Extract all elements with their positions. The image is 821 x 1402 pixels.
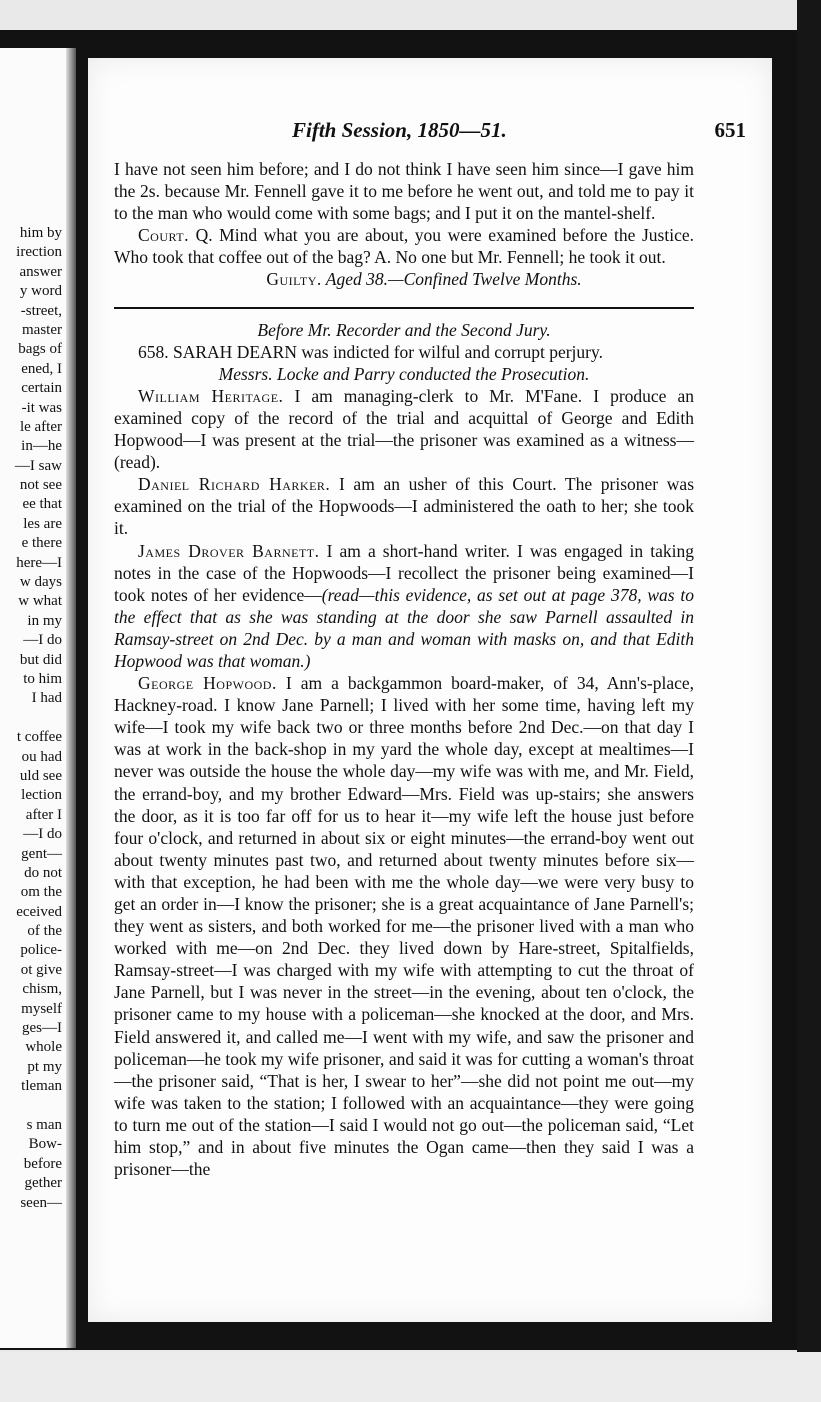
facing-page-line: ened, I bbox=[21, 360, 62, 377]
facing-page-line: certain bbox=[21, 380, 62, 397]
scan-margin bbox=[0, 1352, 821, 1402]
facing-page-line: but did bbox=[19, 651, 62, 668]
facing-page-line: lection bbox=[21, 787, 62, 804]
facing-page-line: Bow- bbox=[28, 1136, 62, 1153]
facing-page-line: les are bbox=[23, 515, 62, 532]
facing-page-line: le after bbox=[19, 418, 62, 435]
facing-page-line: of the bbox=[27, 923, 62, 940]
facing-page-line: -it was bbox=[21, 399, 62, 416]
witness-name: Daniel Richard Harker. bbox=[138, 474, 331, 495]
facing-page-line: s man bbox=[26, 1116, 62, 1133]
speaker-label: Court. bbox=[138, 225, 189, 246]
facing-page-edge bbox=[0, 48, 76, 1348]
facing-page-line: in my bbox=[27, 612, 62, 629]
session-heading: Before Mr. Recorder and the Second Jury. bbox=[257, 319, 551, 340]
facing-page-line: —I saw bbox=[14, 457, 62, 474]
facing-page-line: chism, bbox=[22, 981, 62, 998]
book-page bbox=[88, 58, 772, 1322]
facing-page-line: answer bbox=[19, 263, 62, 280]
witness-text: I am a short-hand writer. I was engaged in taking notes in the case of the Hopwoods—I recollect the prisoner being examined—I took notes of her evidence— bbox=[114, 540, 694, 605]
charge-text: was indicted for wilful and corrupt perjury. bbox=[296, 341, 603, 362]
facing-page-line: seen— bbox=[20, 1194, 62, 1211]
facing-page-line: master bbox=[22, 321, 62, 338]
facing-page-line: irection bbox=[16, 244, 62, 261]
facing-page-line: —I do bbox=[23, 632, 62, 649]
witness-testimony bbox=[114, 385, 694, 473]
verdict-label: Guilty. bbox=[266, 269, 322, 290]
facing-page-line: pt my bbox=[27, 1058, 62, 1075]
facing-page-line: tleman bbox=[21, 1078, 62, 1095]
facing-page-line: gether bbox=[24, 1175, 62, 1192]
facing-page-line: w what bbox=[18, 593, 62, 610]
facing-page-line: ot give bbox=[20, 961, 62, 978]
facing-page-line: -street, bbox=[20, 302, 62, 319]
case-heading bbox=[114, 341, 694, 363]
facing-page-line: in—he bbox=[21, 438, 62, 455]
verdict bbox=[114, 268, 694, 290]
witness-text: I am an usher of this Court. The prisoner was examined on the trial of the Hopwoods—I administered the oath to her; she took it. bbox=[114, 474, 695, 539]
witness-text: I am managing-clerk to Mr. M'Fane. I produce an examined copy of the record of the trial and acquittal of George and Edith Hopwood—I was present at the trial—the prisoner was examined as a witness—(read). bbox=[114, 385, 694, 473]
facing-page-line: before bbox=[23, 1155, 62, 1172]
witness-testimony bbox=[114, 473, 694, 539]
facing-page-line: here—I bbox=[16, 554, 62, 571]
witness-testimony bbox=[114, 540, 694, 673]
facing-page-line: not see bbox=[19, 477, 62, 494]
facing-page-line: police- bbox=[20, 942, 62, 959]
testimony-paragraph: I have not seen him before; and I do not think I have seen him since—I gave him the 2s. because Mr. Fennell gave it to me before he went out, and told me to pay it to the man who would come with some bags; and I put it on the mantel-shelf. bbox=[114, 159, 694, 224]
page-body bbox=[114, 158, 694, 1180]
facing-page-text bbox=[0, 224, 62, 1213]
facing-page-line: ee that bbox=[22, 496, 62, 513]
facing-page-line: after I bbox=[25, 806, 62, 823]
facing-page-line: uld see bbox=[19, 767, 62, 784]
facing-page-line: eceived bbox=[16, 903, 62, 920]
facing-page-line bbox=[0, 709, 62, 728]
facing-page-line: I had bbox=[31, 690, 62, 707]
page-number: 651 bbox=[714, 118, 746, 142]
page-edge-shadow bbox=[797, 0, 821, 1360]
facing-page-line: w days bbox=[19, 574, 62, 591]
facing-page-line: to him bbox=[23, 670, 62, 687]
facing-page-line: y word bbox=[19, 283, 62, 300]
witness-testimony bbox=[114, 672, 694, 1180]
prosecution-text: Messrs. Locke and Parry conducted the Prosecution. bbox=[218, 363, 590, 384]
facing-page-line: ges—I bbox=[22, 1020, 62, 1037]
case-number: 658. bbox=[138, 341, 173, 362]
prosecution-line bbox=[114, 363, 694, 385]
facing-page-line: —I do bbox=[23, 826, 62, 843]
facing-page-line: do not bbox=[24, 864, 62, 881]
court-question bbox=[114, 224, 694, 268]
facing-page-line: gent— bbox=[21, 845, 62, 862]
facing-page-line: ou had bbox=[21, 748, 62, 765]
section-divider bbox=[114, 307, 694, 309]
evidence-note: (read—this evidence, as set out at page 378, was to the effect that as she was standing at the door she saw Parnell assaulted in Ramsay-street on 2nd Dec. by a man and woman with masks on, and that Edith Hopwood was that woman.) bbox=[114, 584, 694, 671]
witness-text: I am a backgammon board-maker, of 34, Ann's-place, Hackney-road. I know Jane Parnell; I lived with her some time, having left my wife—I took my wife back two or three months before 2nd Dec.—on that day I was at work in the back-shop in my yard the whole day, except at mealtimes—I never was outside the house the whole day—my wife was with me, and Mr. Field, the errand-boy, and my brother Edward—Mrs. Field was up-stairs; she answers the door, as it is too far off for us to hear it—my wife left the house just before four o'clock, and returned in about six or eight minutes—the errand-boy went out about twenty minutes past two, and returned about twenty minutes before six—with that exception, he had been with me the whole day—we were very busy to get an order in—I know the prisoner; she is a great acquaintance of Jane Parnell's; they went as sisters, and both worked for me—the prisoner lived with a man who worked with me—on 2nd Dec. they lived down by Hare-street, Spitalfields, Ramsay-street—I was charged with my wife with attempting to cut the throat of Jane Parnell, but I was never in the street—in the evening, about ten o'clock, the prisoner came to my house with a policeman—she knocked at the door, and Mrs. Field answered it, and called me—I went with my wife, and saw the prisoner and policeman—he took my wife prisoner, and said it was for cutting a woman's throat—the prisoner said, “That is her, I swear to her”—she did not point me out—my wife was taken to the station; I followed with an acquaintance—they were going to turn me out of the station—I said I would not go out—the policeman said, “Let him stop,” and in about five minutes the Ogan came—then they said I was a prisoner—the bbox=[114, 673, 695, 1180]
running-title: Fifth Session, 1850—51. bbox=[292, 118, 507, 142]
facing-page-line: t coffee bbox=[16, 729, 62, 746]
witness-name: William Heritage. bbox=[138, 385, 284, 406]
running-header bbox=[88, 118, 772, 146]
facing-page-line: myself bbox=[21, 1000, 62, 1017]
witness-name: James Drover Barnett. bbox=[138, 540, 320, 561]
facing-page-line: bags of bbox=[18, 341, 62, 358]
facing-page-line bbox=[0, 1097, 62, 1116]
court-question-text: Q. Mind what you are about, you were examined before the Justice. Who took that coffee out of the bag? A. No one but Mr. Fennell; he took it out. bbox=[114, 225, 694, 268]
book-gutter bbox=[66, 48, 76, 1348]
facing-page-line: om the bbox=[20, 884, 62, 901]
sentence-text: Aged 38.—Confined Twelve Months. bbox=[321, 269, 582, 290]
witness-name: George Hopwood. bbox=[138, 673, 277, 694]
facing-page-line: whole bbox=[25, 1039, 62, 1056]
facing-page-line: him by bbox=[19, 225, 62, 241]
defendant-name: SARAH DEARN bbox=[173, 341, 297, 362]
facing-page-line: e there bbox=[21, 535, 62, 552]
